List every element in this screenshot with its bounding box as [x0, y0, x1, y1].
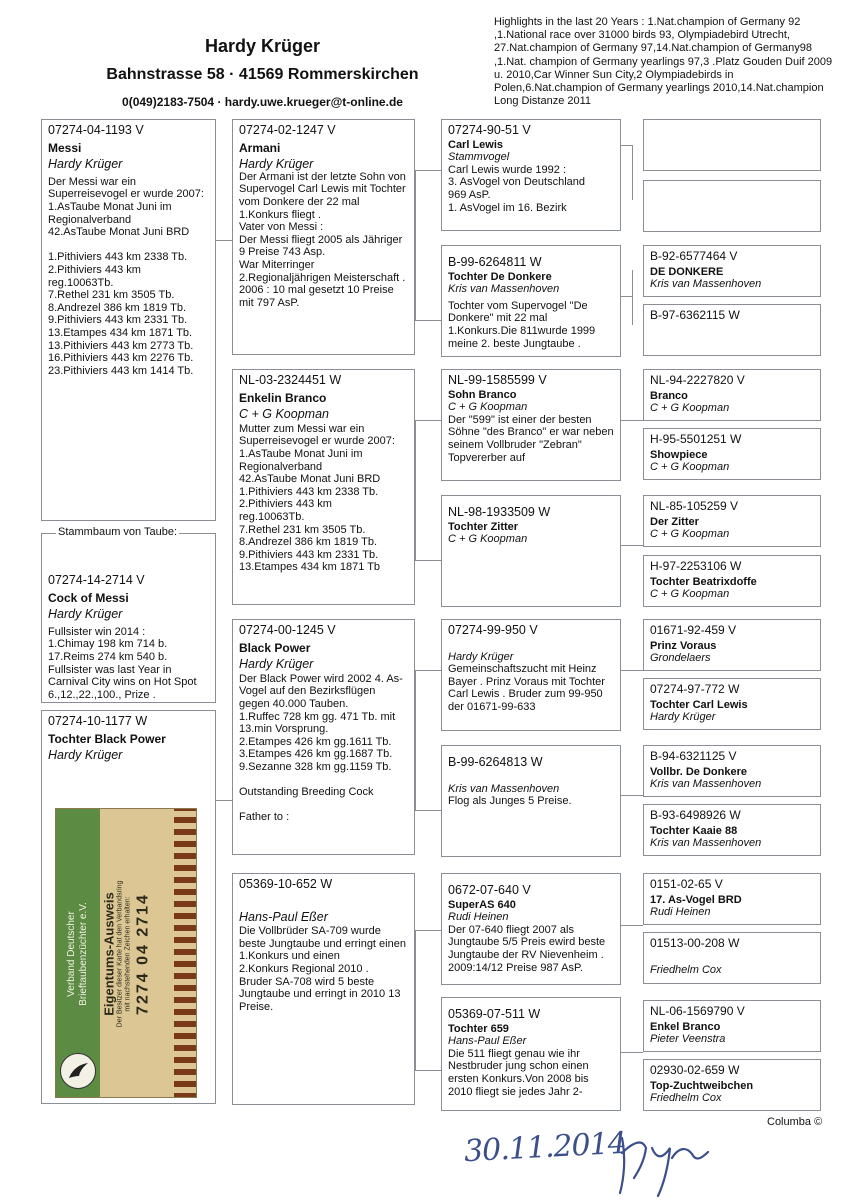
pigeon-tochter-659 — [441, 997, 621, 1111]
description: Flog als Junges 5 Preise. — [448, 795, 572, 808]
ring-number: 07274-00-1245 V — [239, 623, 336, 637]
card-ring: 7274 04 2714 — [134, 893, 152, 1015]
ring-number: 07274-99-950 V — [448, 623, 538, 637]
card-pattern — [174, 809, 196, 1098]
ring-number: 07274-14-2714 V — [48, 573, 145, 587]
card-text — [102, 814, 153, 1094]
breeder: Pieter Veenstra — [650, 1033, 726, 1046]
ring-number: B-97-6362115 W — [650, 308, 740, 322]
pigeon-top-zuchtweibchen — [643, 1059, 821, 1111]
ring-number: 07274-04-1193 V — [48, 123, 144, 137]
description: Tochter vom Supervogel "De Donkere" mit 22 mal 1.Konkurs.Die 811wurde 1999 meine 2. beste Jungtaube . — [448, 299, 596, 350]
pigeon-empty-sire — [643, 119, 821, 171]
breeder: Hardy Krüger — [48, 607, 123, 622]
pigeon-name: Carl Lewis — [448, 138, 504, 151]
breeder-name: Hardy Krüger — [204, 36, 321, 56]
pigeon-name: Messi — [48, 140, 82, 155]
ring-number: B-92-6577464 V — [650, 249, 738, 263]
ring-number: NL-99-1585599 V — [448, 373, 547, 387]
ring-number: B-99-6264813 W — [448, 755, 543, 769]
pigeon-name: Enkel Branco — [650, 1020, 721, 1033]
breeder: Hardy Krüger — [650, 711, 716, 724]
pigeon-tochter-de-donkere — [441, 245, 621, 357]
ring-number: 07274-10-1177 W — [48, 714, 148, 728]
pigeon-name: Top-Zuchtweibchen — [650, 1079, 754, 1092]
pigeon-name: Enkelin Branco — [239, 390, 327, 405]
pigeon-name: SuperAS 640 — [448, 898, 516, 911]
ring-number: NL-94-2227820 V — [650, 373, 745, 387]
pigeon-der-zitter — [643, 495, 821, 547]
pigeon-name: Cock of Messi — [48, 590, 129, 605]
pigeon-name: Sohn Branco — [448, 388, 517, 401]
ring-number: 05369-10-652 W — [239, 877, 333, 891]
breeder: C + G Koopman — [650, 528, 730, 541]
ring-number: 01671-92-459 V — [650, 623, 737, 637]
breeder-contact: 0(049)2183-7504 · hardy.uwe.krueger@t-online.de — [122, 95, 403, 109]
ring-number: 07274-97-772 W — [650, 682, 740, 696]
pigeon-messi — [41, 119, 216, 521]
pigeon-01513-00-208 — [643, 932, 821, 984]
ring-number: 07274-90-51 V — [448, 123, 531, 137]
pigeon-name: Armani — [239, 140, 281, 155]
pigeon-b-99-6264813 — [441, 745, 621, 857]
description: Der Armani ist der letzte Sohn von Supervogel Carl Lewis mit Tochter vom Donkere der 22 mal 1.Konkurs fliegt . Vater von Messi : Der Messi fliegt 2005 als Jähriger 9 Preise 743 Asp. War Miterringer 2.Regionaljährigen Meisterschaft . 2006 : 10 mal gesetzt 10 Preise mit 797 AsP. — [239, 170, 406, 309]
ring-number: H-97-2253106 W — [650, 559, 742, 573]
ring-number: 0151-02-65 V — [650, 877, 723, 891]
pigeon-tochter-carl-lewis — [643, 678, 821, 730]
pigeon-07274-99-950 — [441, 619, 621, 731]
breeder: Rudi Heinen — [650, 906, 711, 919]
ring-number: 07274-02-1247 V — [239, 123, 336, 137]
pigeon-emblem-icon — [60, 1053, 96, 1089]
ring-number: H-95-5501251 W — [650, 432, 742, 446]
breeder: C + G Koopman — [239, 407, 329, 422]
card-small-text: Der Besitzer dieser Karte hat den Verbandsring mit nachstehenden Zeichen erhalten: — [116, 880, 132, 1028]
pigeon-name: Showpiece — [650, 448, 708, 461]
pigeon-empty-dam — [643, 180, 821, 232]
handwritten-signature — [612, 1118, 742, 1203]
pigeon-name: Vollbr. De Donkere — [650, 765, 747, 778]
pigeon-armani — [232, 119, 415, 355]
pigeon-showpiece — [643, 428, 821, 480]
pigeon-17-as-vogel — [643, 873, 821, 925]
breeder: C + G Koopman — [448, 401, 528, 414]
pigeon-tochter-beatrixdoffe — [643, 555, 821, 607]
description: Mutter zum Messi war ein Superreisevogel er wurde 2007: 1.AsTaube Monat Juni im Regionalverband 42.AsTaube Monat Juni BRD 1.Pithiviers 443 km 2338 Tb. 2.Pithiviers 443 km reg.10063Tb. 7.Rethel 231 km 3505 Tb. 8.Andrezel 386 km 1819 Tb. 9.Pithiviers 443 km 2331 Tb. 13.Etampes 434 km 1871 Tb — [239, 422, 395, 574]
ring-number: 0672-07-640 V — [448, 883, 531, 897]
pigeon-name: Branco — [650, 389, 688, 402]
ring-number: 01513-00-208 W — [650, 936, 740, 950]
breeder: Kris van Massenhoven — [448, 782, 560, 795]
pigeon-name: Tochter Zitter — [448, 520, 519, 533]
breeder-address: Bahnstrasse 58 · 41569 Rommerskirchen — [106, 66, 419, 83]
pigeon-enkel-branco — [643, 1000, 821, 1052]
pigeon-name: DE DONKERE — [650, 265, 724, 278]
columba-copyright: Columba © — [767, 1116, 823, 1128]
pigeon-name: Tochter Black Power — [48, 731, 166, 746]
breeder: Kris van Massenhoven — [650, 278, 762, 291]
breeder: Friedhelm Cox — [650, 1092, 722, 1105]
description: Der 07-640 fliegt 2007 als Jungtaube 5/5 Preis ewird beste Jungtaube der RV Nievenheim . 2009:14/12 Preise 987 AsP. — [448, 923, 606, 974]
pigeon-tochter-zitter — [441, 495, 621, 607]
pigeon-name: Tochter 659 — [448, 1022, 509, 1035]
ring-number: NL-06-1569790 V — [650, 1004, 745, 1018]
pigeon-sohn-branco — [441, 369, 621, 481]
ring-number: NL-98-1933509 W — [448, 505, 551, 519]
pigeon-name: 17. As-Vogel BRD — [650, 893, 742, 906]
pigeon-black-power — [232, 619, 415, 855]
pigeon-name: Tochter Kaaie 88 — [650, 824, 738, 837]
pigeon-superas-640 — [441, 873, 621, 985]
breeder: Hardy Krüger — [239, 657, 314, 672]
pigeon-name: Der Zitter — [650, 515, 699, 528]
pigeon-vollbr-de-donkere — [643, 745, 821, 797]
pigeon-name: Black Power — [239, 640, 311, 655]
description: Der Black Power wird 2002 4. As-Vogel auf den Bezirksflügen gegen 40.000 Tauben. 1.Ruffec 728 km gg. 471 Tb. mit 13.min Vorsprung. 2.Etampes 426 km gg.1611 Tb. 3.Etampes 426 km gg.1687 Tb. 9.Sezanne 328 km gg.1159 Tb. Outstanding Breeding Cock Father to : — [239, 672, 403, 824]
pigeon-name: Tochter Beatrixdoffe — [650, 575, 757, 588]
breeder: Hardy Krüger — [239, 157, 314, 172]
pigeon-carl-lewis — [441, 119, 621, 231]
breeder: Hardy Krüger — [48, 157, 123, 172]
pigeon-cock-of-messi — [41, 533, 216, 703]
breeder: Hans-Paul Eßer — [448, 1035, 527, 1048]
breeder: Kris van Massenhoven — [650, 778, 762, 791]
breeder: C + G Koopman — [650, 402, 730, 415]
ring-number: B-99-6264811 W — [448, 255, 542, 269]
signature-date: 30.11.2014 — [463, 1125, 627, 1170]
description: Die Vollbrüder SA-709 wurde beste Jungtaube und erringt einen 1.Konkurs und einen 2.Konkurs Regional 2010 . Bruder SA-708 wird 5 beste Jungtaube und erringt in 2010 13 Preise. — [239, 925, 406, 1013]
breeder: C + G Koopman — [448, 533, 528, 546]
breeder: C + G Koopman — [650, 588, 730, 601]
breeder: Friedhelm Cox — [650, 963, 722, 976]
ownership-card — [55, 808, 197, 1098]
breeder: Grondelaers — [650, 652, 711, 665]
ring-number: 02930-02-659 W — [650, 1063, 740, 1077]
ring-number: NL-03-2324451 W — [239, 373, 342, 387]
pigeon-05369-10-652 — [232, 873, 415, 1105]
pigeon-name: Tochter Carl Lewis — [650, 698, 748, 711]
description: Fullsister win 2014 : 1.Chimay 198 km 714 b. 17.Reims 274 km 540 b. Fullsister was last Year in Carnival City wins on Hot Spot 6.,12.,22.,100., Prize . — [48, 625, 197, 701]
pigeon-tochter-kaaie-88 — [643, 804, 821, 856]
ring-number: NL-85-105259 V — [650, 499, 739, 513]
breeder: Stammvogel — [448, 151, 510, 164]
pigeon-prinz-voraus — [643, 619, 821, 671]
breeder: Hardy Krüger — [448, 650, 514, 663]
ring-number: 05369-07-511 W — [448, 1007, 541, 1021]
description: Der "599" ist einer der besten Söhne "des Branco" er war neben seinem Vollbruder "Zebran" Topvererber auf — [448, 413, 614, 464]
breeder: Hardy Krüger — [48, 748, 123, 763]
pigeon-branco — [643, 369, 821, 421]
ring-number: B-94-6321125 V — [650, 749, 737, 763]
breeder: C + G Koopman — [650, 461, 730, 474]
breeder: Kris van Massenhoven — [650, 837, 762, 850]
breeder: Kris van Massenhoven — [448, 283, 560, 296]
stammbaum-label: Stammbaum von Taube: — [58, 526, 178, 538]
description: Der Messi war ein Superreisevogel er wurde 2007: 1.AsTaube Monat Juni im Regionalverband 42.AsTaube Monat Juni BRD 1.Pithiviers 443 km 2338 Tb. 2.Pithiviers 443 km reg.10063Tb. 7.Rethel 231 km 3505 Tb. 8.Andrezel 386 km 1819 Tb. 9.Pithiviers 443 km 2331 Tb. 13.Etampes 434 km 1871 Tb. 13.Pithiviers 443 km 2773 Tb. 16.Pithiviers 443 km 2276 Tb. 23.Pithiviers 443 km 1414 Tb. — [48, 175, 204, 377]
description: Carl Lewis wurde 1992 : 3. AsVogel von Deutschland 969 AsP. 1. AsVogel im 16. Bezirk — [448, 163, 585, 214]
ring-number: B-93-6498926 W — [650, 808, 741, 822]
breeder: Hans-Paul Eßer — [239, 909, 328, 924]
pigeon-de-donkere — [643, 245, 821, 297]
pigeon-name: Tochter De Donkere — [448, 270, 552, 283]
description: Gemeinschaftszucht mit Heinz Bayer . Prinz Voraus mit Tochter Carl Lewis . Bruder zum 99-950 der 01671-99-633 — [448, 663, 605, 713]
highlights-text: Highlights in the last 20 Years : 1.Nat.champion of Germany 92 ,1.National race over 31000 birds 93, Olympiadebird Utrecht, 27.Nat.champion of Germany 97,14.Nat.champion of Germany98 ,1.Nat. champion of Germany yearlings 97,3 .Platz Gouden Duif 2009 u. 2010,Car Winner Sun City,2 Olympiadebirds in Polen,6.Nat.champion of Germany yearlings 2010,14.Nat.champion Long Distanze 2011 — [494, 16, 833, 108]
description: Die 511 fliegt genau wie ihr Nestbruder jung schon einen ersten Konkurs.Von 2008 bis 2010 fliegt sie jedes Jahr 2- — [448, 1047, 589, 1098]
pigeon-name: Prinz Voraus — [650, 639, 717, 652]
pigeon-b-97-6362115 — [643, 304, 821, 356]
card-organisation: Verband Deutscher Brieftaubenzüchter e.V. — [66, 902, 89, 1006]
breeder: Rudi Heinen — [448, 911, 509, 924]
pigeon-enkelin-branco — [232, 369, 415, 605]
card-title: Eigentums-Ausweis — [101, 892, 117, 1016]
